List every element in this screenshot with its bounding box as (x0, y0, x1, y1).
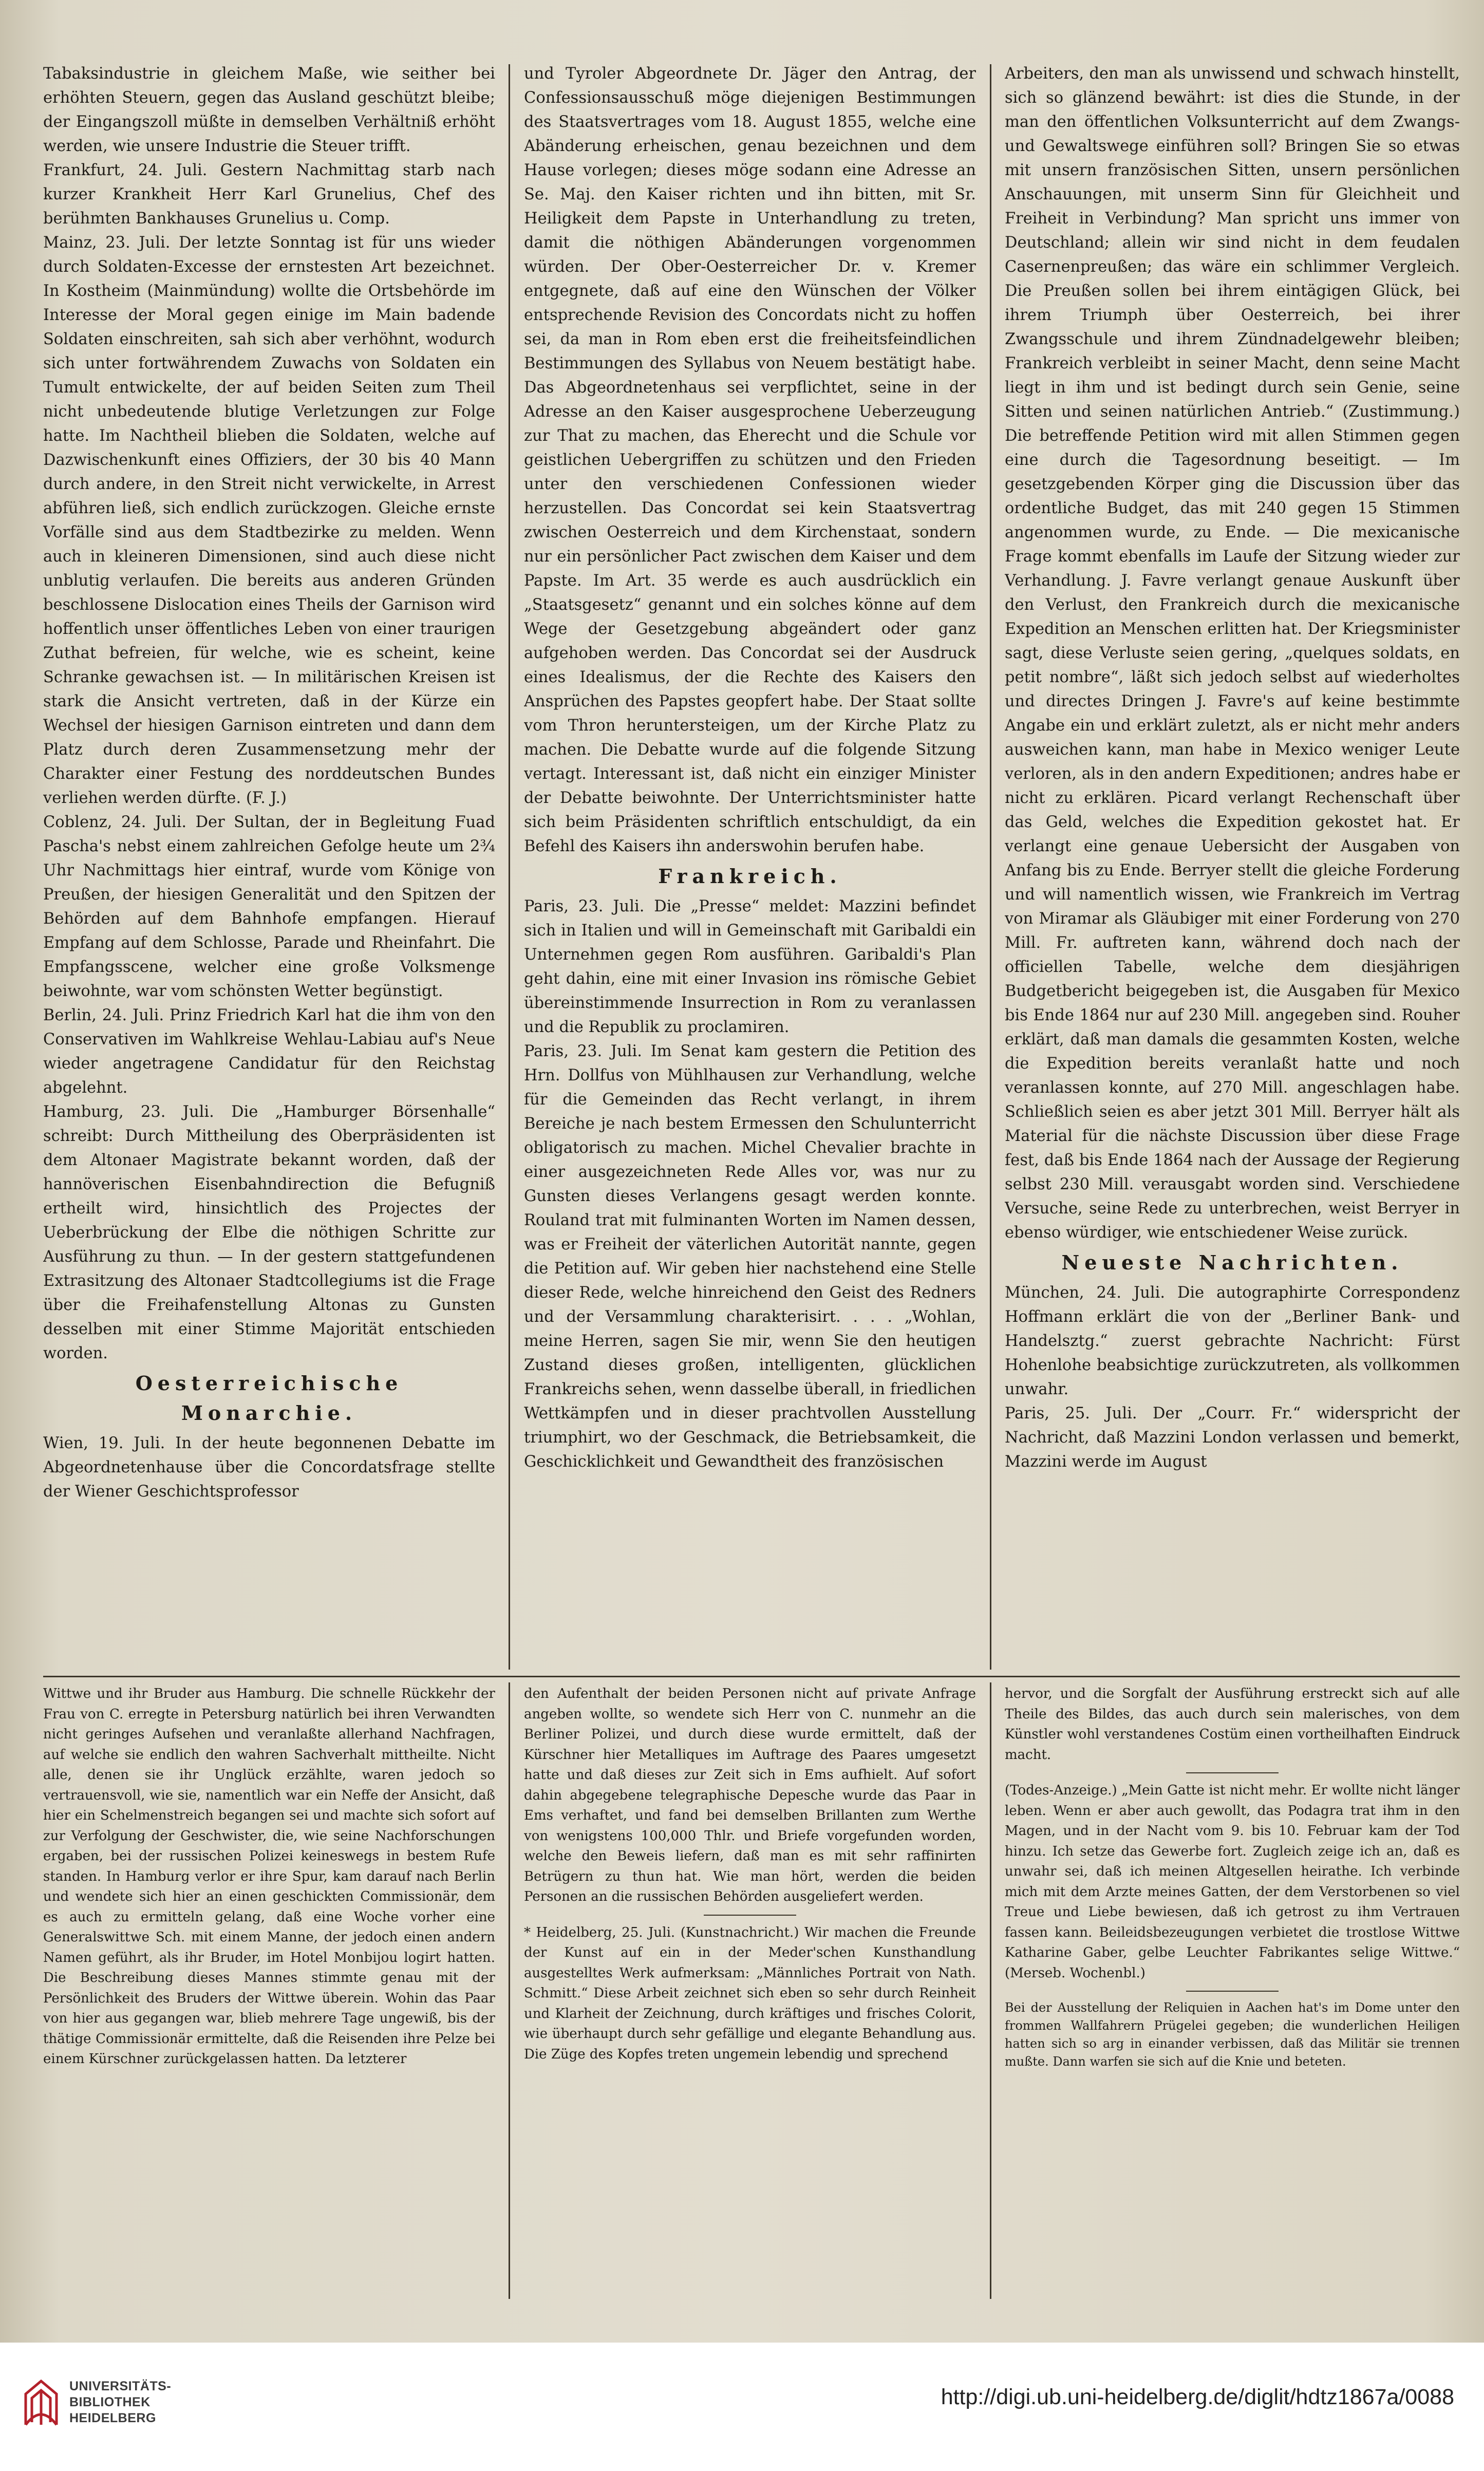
article-paris-senat: Paris, 23. Juli. Im Senat kam gestern die Petition des Hrn. Dollfus von Mühlhausen zur Verhandlung, welche für die Gemeinden das Recht verlangt, in ihrem Bereiche je nach bestem Ermessen den Schulunterricht obligatorisch zu machen. Michel Chevalier brachte in einer ausgezeichneten Rede Alles vor, was nur zu Gunsten dieses Verlangens gesagt werden konnte. Rouland trat mit fulminanten Worten im Namen dessen, was er Freiheit der väterlichen Autorität nannte, gegen die Petition auf. Wir geben hier nachstehend eine Stelle dieser Rede, welche hinreichend den Geist des Redners und der Versammlung charakterisirt. . . . „Wohlan, meine Herren, sagen Sie mir, wenn Sie den heutigen Zustand dieses großen, intelligenten, glücklichen Frankreichs sehen, wenn dasselbe überall, in friedlichen Wettkämpfen und in dieser prachtvollen Ausstellung triumphirt, wo der Geschmack, die Betriebsamkeit, die Geschicklichkeit und Gewandtheit des französischen (524, 1042, 976, 1471)
article-paris-presse: Paris, 23. Juli. Die „Presse“ meldet: Mazzini befindet sich in Italien und will in Gemeinschaft mit Garibaldi ein Unternehmen gegen Rom ausführen. Garibaldi's Plan geht dahin, eine mit einer Invasion ins römische Gebiet übereinstimmende Insurrection in Rom zu veranlassen und die Republik zu proclamiren. (524, 897, 976, 1036)
digitization-footer (0, 2343, 1484, 2471)
permalink-url[interactable]: http://digi.ub.uni-heidelberg.de/diglit/hdtz1867a/0088 (941, 2385, 1454, 2409)
feuilleton-story-continued: den Aufenthalt der beiden Personen nicht auf private Anfrage angeben wollte, so wendete sich Herr von C. nunmehr an die Berliner Polizei, und durch diese wurde ermittelt, daß der Kürschner hier Metalliques im Auftrage des Paares umgesetzt hatte und daß dieses zur Zeit sich in Ems aufhielt. Auf sofort dahin abgegebene telegraphische Depesche wurde das Paar in Ems verhaftet, und fand bei demselben Brillanten zum Werthe von wenigstens 100,000 Thlr. und Briefe vorgefunden worden, welche den Beweis liefern, daß man es mit sehr raffinirten Betrügern zu thun hat. Wie man hört, werden die beiden Personen an die russischen Behörden ausgeliefert werden. (524, 1686, 976, 1904)
feuilleton-heidelberg-continued: hervor, und die Sorgfalt der Ausführung erstreckt sich auf alle Theile des Bildes, das auch durch sein malerisches, von dem Künstler wohl verstandenes Costüm einen vortheilhaften Eindruck macht. (1005, 1686, 1460, 1763)
article-muenchen: München, 24. Juli. Die autographirte Correspondenz Hoffmann erklärt die von der „Berliner Bank- und Handelsztg.“ zuerst gebrachte Nachricht: Fürst Hohenlohe beabsichtige zurückzutreten, als vollkommen unwahr. (1005, 1284, 1460, 1398)
section-heading-latest-news: Neueste Nachrichten. (1061, 1251, 1403, 1274)
separator-dash (1186, 1772, 1279, 1773)
article-wien-continued: und Tyroler Abgeordnete Dr. Jäger den Antrag, der Confessionsausschuß möge diejenigen Bestimmungen des Staatsvertrages vom 18. August 1855, welche eine Abänderung erheischen, genau bezeichnen und dem Hause vorlegen; dieses möge sodann eine Adresse an Se. Maj. den Kaiser richten und ihn bitten, mit Sr. Heiligkeit dem Papste in Unterhandlung zu treten, damit die nöthigen Abänderungen vorgenommen würden. Der Ober-Oesterreicher Dr. v. Kremer entgegnete, daß auf eine den Wünschen der Völker entsprechende Revision des Concordats nicht zu hoffen sei, da man in Rom eben erst die freiheitsfeindlichen Bestimmungen des Syllabus von Neuem bestätigt habe. Das Abgeordnetenhaus sei verpflichtet, seine in der Adresse an den Kaiser ausgesprochene Ueberzeugung zur That zu machen, das Eherecht und die Schule vor geistlichen Uebergriffen zu schützen und den Frieden unter den verschiedenen Confessionen wieder herzustellen. Das Concordat sei kein Staatsvertrag zwischen Oesterreich und dem Kirchenstaat, sondern nur ein persönlicher Pact zwischen dem Kaiser und dem Papste. Im Art. 35 werde es auch ausdrücklich ein „Staatsgesetz“ genannt und ein solches könne auf dem Wege der Gesetzgebung abgeändert oder ganz aufgehoben werden. Das Concordat sei der Ausdruck eines Idealismus, der die Rechte des Kaisers den Ansprüchen des Papstes geopfert habe. Der Staat sollte vom Thron heruntersteigen, um der Kirche Platz zu machen. Die Debatte wurde auf die folgende Sitzung vertagt. Interessant ist, daß nicht ein einziger Minister der Debatte beiwohnte. Der Unterrichtsminister hatte sich beim Präsidenten schriftlich entschuldigt, da ein Befehl des Kaisers ihn anderswohin berufen habe. (524, 65, 976, 855)
feuilleton-column-3 (1005, 1684, 1460, 2295)
feuilleton-death-notice: (Todes-Anzeige.) „Mein Gatte ist nicht mehr. Er wollte nicht länger leben. Wenn er aber auch gewollt, das Podagra trat ihm in den Magen, und in der Nacht vom 9. bis 10. Februar kam der Tod hinzu. Ich setze das Gewerbe fort. Zugleich zeige ich an, daß es unwahr sei, daß ich meinen Altgesellen heirathe. Ich verbinde mich mit dem Arzte meines Gatten, der dem Verstorbenen so viel Treue und Liebe bewiesen, daß ich getrost zu ihm Vertrauen fassen kann. Beileidsbezeugungen verbietet die trostlose Wittwe Katharine Gaber, gelbe Leuchter Fabrikantes selige Wittwe.“ (Merseb. Wochenbl.) (1005, 1783, 1460, 1981)
section-heading-france: Frankreich. (658, 865, 842, 888)
column-rule (509, 1682, 510, 2299)
column-2 (524, 62, 976, 1672)
article-hamburg: Hamburg, 23. Juli. Die „Hamburger Börsenhalle“ schreibt: Durch Mittheilung des Oberpräsidenten ist dem Altonaer Magistrate bekannt worden, daß der hannöverischen Eisenbahndirection die Befugniß ertheilt wird, hinsichtlich des Projectes der Ueberbrückung der Elbe die nöthigen Schritte zur Ausführung zu thun. — In der gestern stattgefundenen Extrasitzung des Altonaer Stadtcollegiums ist die Frage über die Freihafenstellung Altonas zu Gunsten desselben mit einer Stimme Majorität entschieden worden. (43, 1103, 495, 1362)
separator-dash (704, 1915, 796, 1916)
column-rule (990, 64, 991, 1670)
feuilleton-column-1 (43, 1684, 495, 2295)
column-1 (43, 62, 495, 1672)
separator-dash (1186, 1991, 1279, 1992)
feuilleton-divider (43, 1676, 1460, 1677)
article-frankfurt: Frankfurt, 24. Juli. Gestern Nachmittag starb nach kurzer Krankheit Herr Karl Grunelius, Chef des berühmten Bankhauses Grunelius u. Comp. (43, 161, 495, 228)
article-paris-courrier: Paris, 25. Juli. Der „Courr. Fr.“ widerspricht der Nachricht, daß Mazzini London verlassen und bemerkt, Mazzini werde im August (1005, 1405, 1460, 1471)
article-paris-continued: Arbeiters, den man als unwissend und schwach hinstellt, sich so glänzend bewährt: ist dies die Stunde, in der man den öffentlichen Volksunterricht auf dem Zwangs- und Gewaltswege einführen soll? Bringen Sie so etwas mit unsern französischen Sitten, unsern persönlichen Anschauungen, mit unserm Sinn für Gleichheit und Freiheit in Verbindung? Man spricht uns immer von Deutschland; allein wir sind nicht in dem feudalen Casernenpreußen; das wäre ein schlimmer Vergleich. Die Preußen sollen bei ihrem eintägigen Glück, bei ihrem Triumph über Oesterreich, bei ihrer Zwangsschule und ihrem Zündnadelgewehr bleiben; Frankreich verbleibt in seiner Macht, denn seine Macht liegt in ihm und ist bedingt durch sein Genie, seine Sitten und seinen natürlichen Antrieb.“ (Zustimmung.) Die betreffende Petition wird mit allen Stimmen gegen eine durch die Tagesordnung beseitigt. — Im gesetzgebenden Körper ging die Discussion über das ordentliche Budget, das mit 240 gegen 15 Stimmen angenommen wurde, zu Ende. — Die mexicanische Frage kommt ebenfalls im Laufe der Sitzung wieder zur Verhandlung. J. Favre verlangt genaue Auskunft über den Verlust, den Frankreich durch die mexicanische Expedition an Menschen erlitten hat. Der Kriegsminister sagt, diese Verluste seien gering, „quelques soldats, en petit nombre“, läßt sich jedoch selbst auf wiederholtes und directes Dringen J. Favre's auf keine bestimmte Angabe ein und erklärt zuletzt, als er nicht mehr anders ausweichen kann, man habe in Mexico weniger Leute verloren, als in den andern Expeditionen; andres habe er nicht zu erklären. Picard verlangt Rechenschaft über das Geld, welches die Expedition gekostet hat. Er verlangt eine genaue Uebersicht der Ausgaben von Anfang bis zu Ende. Berryer stellt die gleiche Forderung und will namentlich wissen, wie Frankreich im Vertrag von Miramar als Gläubiger mit einer Forderung von 270 Mill. Fr. auftreten kann, während doch nach der officiellen Tabelle, welche dem diesjährigen Budgetbericht beigegeben ist, die Ausgaben für Mexico bis Ende 1864 nur auf 230 Mill. angegeben sind. Rouher erklärt, daß man damals die gesammten Kosten, welche die Expedition bereits veranlaßt hatte und noch veranlassen konnte, auf 270 Mill. angeschlagen habe. Schließlich seien es aber jetzt 301 Mill. Berryer hält als Material für die nächste Discussion über diese Frage fest, daß bis Ende 1864 nach der Aussage der Regierung selbst 230 Mill. verausgabt worden sind. Verschiedene Versuche, seine Rede zu unterbrechen, weist Berryer in ebenso würdiger, wie entschiedener Weise zurück. (1005, 65, 1460, 1242)
feuilleton-story: Wittwe und ihr Bruder aus Hamburg. Die schnelle Rückkehr der Frau von C. erregte in Petersburg natürlich bei ihren Verwandten nicht geringes Aufsehen und veranlaßte allerhand Nachfragen, auf welche sie endlich den wahren Sachverhalt mittheilte. Nicht alle, denen sie ihr Unglück erzählte, waren jedoch so vertrauensvoll, wie sie, namentlich war ein Neffe der Ansicht, daß hier ein Schelmenstreich begangen sei und machte sich sofort auf zur Verfolgung der Geschwister, die, wie seine Nachforschungen ergaben, bei der russischen Polizei keineswegs in bestem Rufe standen. In Hamburg verlor er ihre Spur, kam darauf nach Berlin und wendete sich hier an einen geschickten Commissionär, dem es auch zu ermitteln gelang, daß eine Woche vorher eine Generalswittwe Sch. mit einem Manne, der jedoch einen andern Namen geführt, als ihr Bruder, im Hotel Monbijou logirt hatten. Die Beschreibung dieses Mannes stimmte genau mit der Persönlichkeit des Bruders der Wittwe überein. Wohin das Paar von hier aus gegangen war, blieb mehrere Tage ungewiß, bis der thätige Commissionär ermittelte, daß die Reisenden ihre Pelze bei einem Kürschner zurückgelassen hatten. Da letzterer (43, 1686, 495, 2067)
article-mainz: Mainz, 23. Juli. Der letzte Sonntag ist für uns wieder durch Soldaten-Excesse der ernstesten Art bezeichnet. In Kostheim (Mainmündung) wollte die Ortsbehörde im Interesse der Moral gegen einige im Main badende Soldaten einschreiten, sah sich aber verhöhnt, wodurch sich unter fortwährendem Zuwachs von Soldaten ein Tumult entwickelte, der auf beiden Seiten zum Theil nicht unbedeutende blutige Verletzungen zur Folge hatte. Im Nachtheil blieben die Soldaten, welche auf Dazwischenkunft eines Offiziers, der 30 bis 40 Mann durch andere, in den Streit nicht verwickelte, in Arrest abführen ließ, sich endlich zurückzogen. Gleiche ernste Vorfälle sind aus dem Stadtbezirke zu melden. Wenn auch in kleineren Dimensionen, sind auch diese nicht unblutig verlaufen. Die bereits aus anderen Gründen beschlossene Dislocation eines Theils der Garnison wird hoffentlich unser öffentliches Leben von einer traurigen Zuthat befreien, für welche, wie es scheint, keine Schranke gewachsen ist. — In militärischen Kreisen ist stark die Ansicht vertreten, daß in der Kürze ein Wechsel der hiesigen Garnison eintreten und dann dem Platz durch deren Zusammensetzung mehr der Charakter einer Festung des norddeutschen Bundes verliehen werden dürfte. (F. J.) (43, 234, 495, 807)
column-rule (509, 64, 510, 1670)
library-name-line: BIBLIOTHEK (69, 2395, 151, 2409)
article-paragraph: Tabaksindustrie in gleichem Maße, wie seither bei erhöhten Steuern, gegen das Ausland geschützt bleibe; der Eingangszoll müßte in demselben Verhältniß erhöht werden, wie unsere Industrie die Steuer trifft. (43, 65, 495, 155)
article-coblenz: Coblenz, 24. Juli. Der Sultan, der in Begleitung Fuad Pascha's nebst einem zahlreichen Gefolge heute um 2¾ Uhr Nachmittags hier eintraf, wurde vom Könige von Preußen, der hiesigen Generalität und den Spitzen der Behörden auf dem Bahnhofe empfangen. Hierauf Empfang auf dem Schlosse, Parade und Rheinfahrt. Die Empfangsscene, welcher eine große Volksmenge beiwohnte, war vom schönsten Wetter begünstigt. (43, 813, 495, 1000)
library-name-line: UNIVERSITÄTS- (69, 2379, 172, 2393)
column-3 (1005, 62, 1460, 1672)
library-name (69, 2379, 171, 2426)
feuilleton-column-2 (524, 1684, 976, 2295)
feuilleton-heidelberg: * Heidelberg, 25. Juli. (Kunstnachricht.) Wir machen die Freunde der Kunst auf ein in der Meder'schen Kunsthandlung ausgestelltes Werk aufmerksam: „Männliches Portrait von Nath. Schmitt.“ Diese Arbeit zeichnet sich eben so sehr durch Reinheit und Klarheit der Zeichnung, durch kräftiges und frisches Colorit, wie überhaupt durch sehr gefällige und elegante Behandlung aus. Die Züge des Kopfes treten ungemein lebendig und sprechend (524, 1924, 976, 2062)
section-heading-austria: Oesterreichische Monarchie. (135, 1372, 403, 1425)
article-wien: Wien, 19. Juli. In der heute begonnenen Debatte im Abgeordnetenhause über die Concordatsfrage stellte der Wiener Geschichtsprofessor (43, 1434, 495, 1501)
university-library-logo-icon (21, 2373, 62, 2430)
article-berlin: Berlin, 24. Juli. Prinz Friedrich Karl hat die ihm von den Conservativen im Wahlkreise Wehlau-Labiau auf's Neue wieder angetragene Candidatur für den Reichstag abgelehnt. (43, 1006, 495, 1097)
feuilleton-aachen: Bei der Ausstellung der Reliquien in Aachen hat's im Dome unter den frommen Wallfahrern Prügelei gegeben; die wunderlichen Heiligen hatten sich so arg in einander verbissen, daß das Militär sie trennen mußte. Dann warfen sie sich auf die Knie und beteten. (1005, 2000, 1460, 2069)
library-name-line: HEIDELBERG (69, 2411, 156, 2425)
column-rule (990, 1682, 991, 2299)
